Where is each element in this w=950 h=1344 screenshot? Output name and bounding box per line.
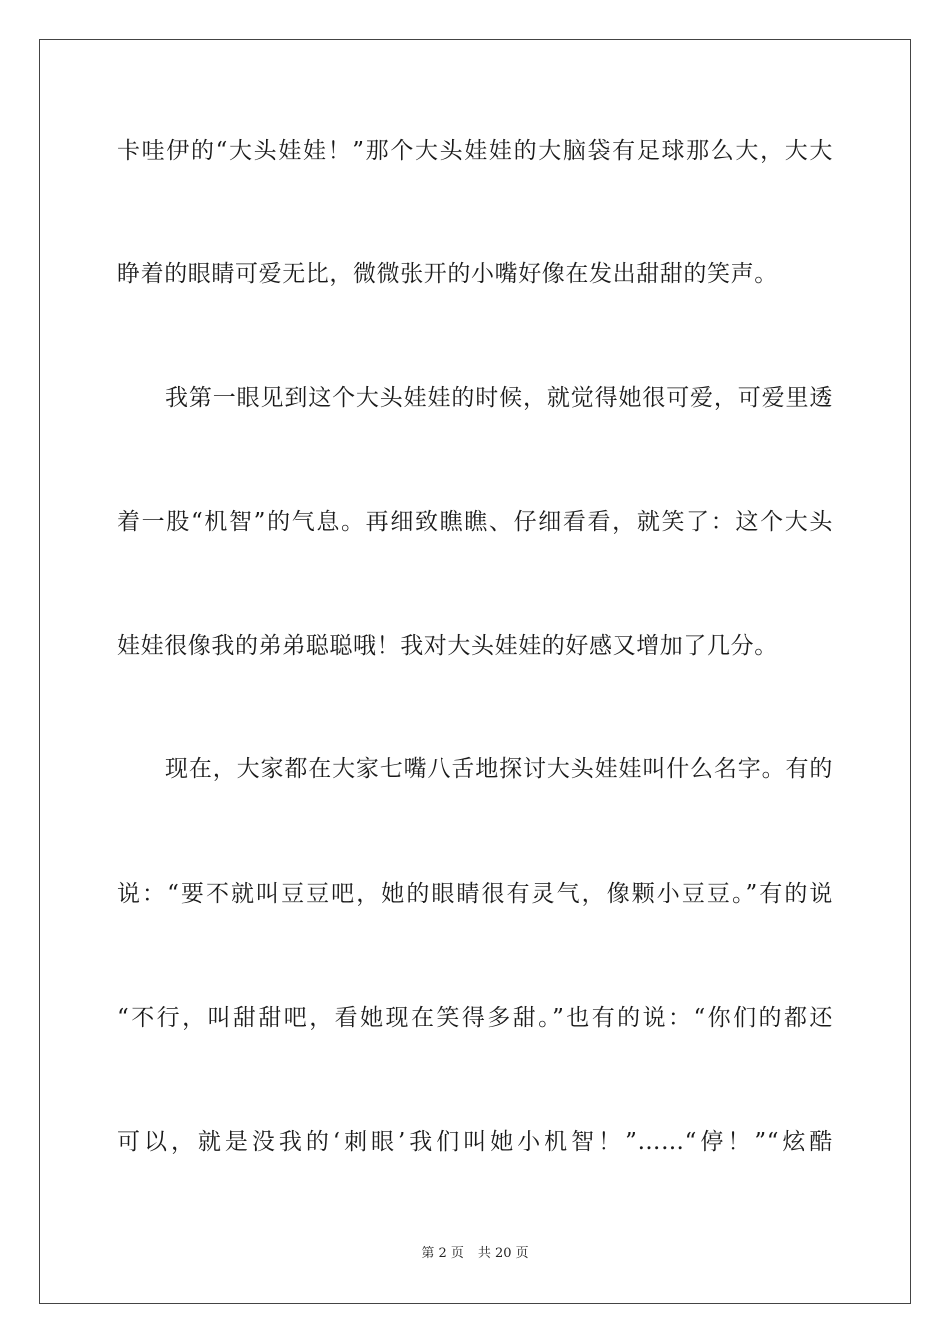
page-footer: [0, 1245, 950, 1263]
text-line-4: 着一股“机智”的气息。再细致瞧瞧、仔细看看，就笑了：这个大头: [117, 509, 833, 535]
text-line-9: 可以，就是没我的‘刺眼’我们叫她小机智！”……“停！”“炫酷: [117, 1129, 833, 1155]
text-line-5: 娃娃很像我的弟弟聪聪哦！我对大头娃娃的好感又增加了几分。: [117, 633, 778, 659]
text-line-6: 现在，大家都在大家七嘴八舌地探讨大头娃娃叫什么名字。有的: [165, 756, 833, 782]
page-number: 第 2 页: [421, 1246, 464, 1261]
text-line-1: 卡哇伊的“大头娃娃！”那个大头娃娃的大脑袋有足球那么大，大大: [117, 138, 833, 164]
text-line-3: 我第一眼见到这个大头娃娃的时候，就觉得她很可爱，可爱里透: [165, 385, 833, 411]
page-total: 共 20 页: [477, 1246, 529, 1261]
page-frame: [39, 39, 911, 1304]
text-line-2: 睁着的眼睛可爱无比，微微张开的小嘴好像在发出甜甜的笑声。: [117, 261, 778, 287]
text-line-7: 说：“要不就叫豆豆吧，她的眼睛很有灵气，像颗小豆豆。”有的说: [117, 881, 833, 907]
text-line-8: “不行，叫甜甜吧，看她现在笑得多甜。”也有的说：“你们的都还: [117, 1005, 833, 1031]
